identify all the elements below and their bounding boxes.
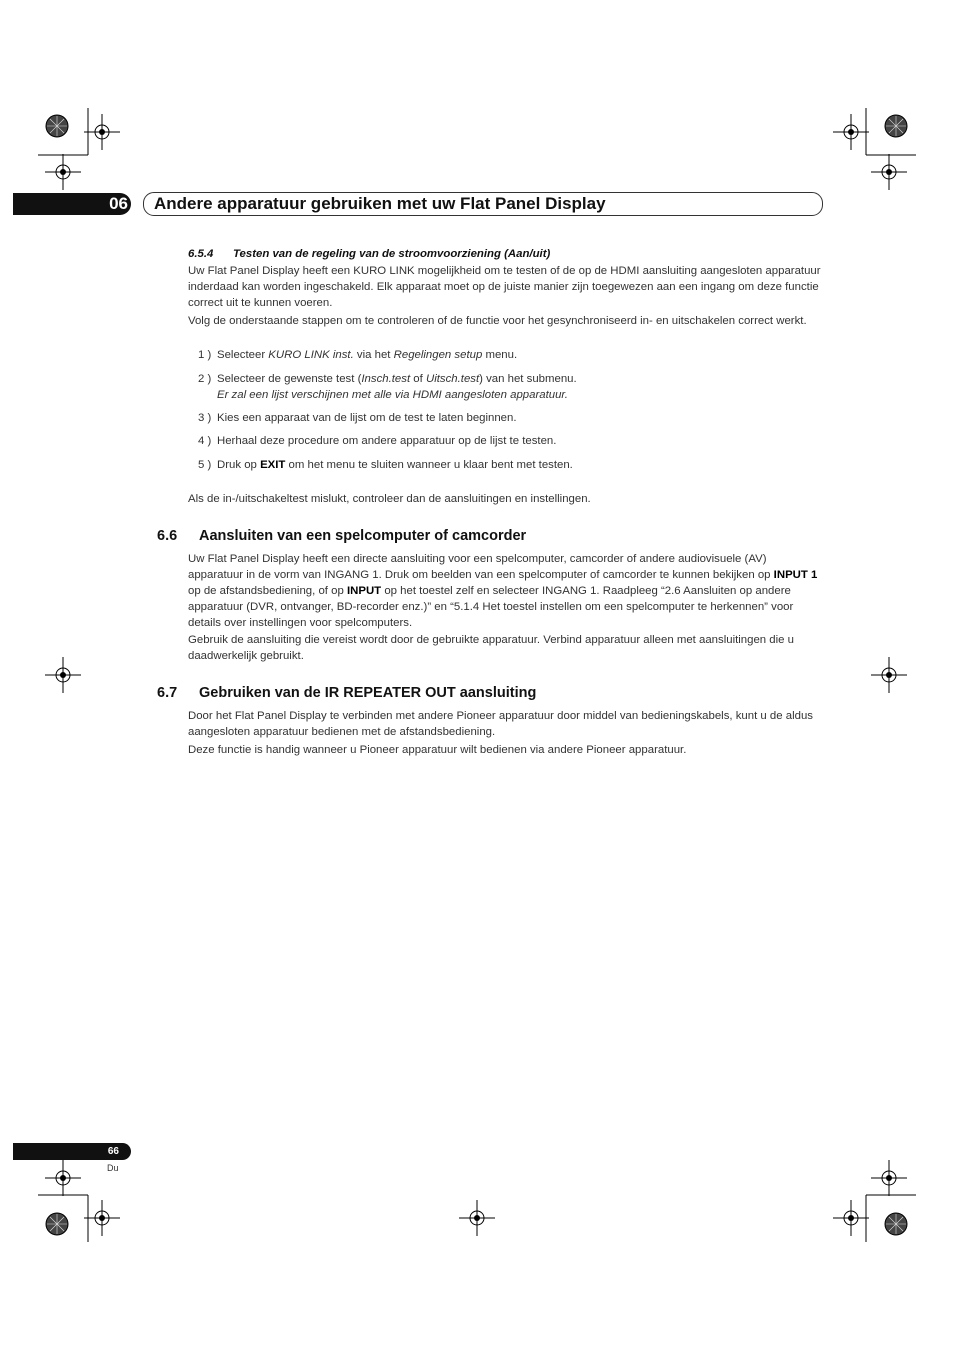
section-title: Gebruiken van de IR REPEATER OUT aansluiting: [199, 685, 537, 701]
section-heading-6-7: [157, 685, 536, 701]
paragraph: Deze functie is handig wanneer u Pioneer apparatuur wilt bedienen via andere Pioneer apparatuur.: [188, 744, 687, 756]
paragraph: [188, 551, 822, 631]
section-number: 6.6: [157, 528, 178, 544]
step-text: Selecteer de gewenste test (: [217, 373, 362, 385]
menu-ref: Regelingen setup: [393, 349, 483, 361]
text: Uw Flat Panel Display heeft een directe aansluiting voor een spelcomputer, camcorder of andere audiovisuele (AV) apparatuur in de vorm van INGANG 1. Druk om beelden van een spelcomputer of camcorder te kunnen bekijken op: [188, 553, 774, 581]
step-text: menu.: [482, 349, 518, 361]
language-label: Du: [107, 1163, 119, 1173]
step-number: 1 ): [198, 349, 212, 361]
section-number: 6.7: [157, 685, 178, 701]
step-text: via het: [353, 349, 394, 361]
list-item: [198, 347, 818, 363]
list-item: [198, 371, 818, 403]
paragraph: Gebruik de aansluiting die vereist wordt door de gebruikte apparatuur. Verbind apparatuur alleen met aansluitingen die u daadwerkelijk gebruikt.: [188, 634, 794, 662]
paragraph: Door het Flat Panel Display te verbinden met andere Pioneer apparatuur door middel van bedieningskabels, kunt u de aldus aangesloten apparatuur bedienen met de afstandsbediening.: [188, 710, 813, 738]
text: op de afstandsbediening, of op: [188, 585, 347, 597]
step-text: Herhaal deze procedure om andere apparatuur op de lijst te testen.: [217, 435, 557, 447]
button-ref: EXIT: [260, 459, 286, 471]
section-title: Aansluiten van een spelcomputer of camcorder: [199, 528, 527, 544]
paragraph: Uw Flat Panel Display heeft een KURO LINK mogelijkheid om te testen of de op de HDMI aansluiting aangesloten apparatuur inderdaad kan worden ingeschakeld. Elk apparaat moet op de juiste manier zijn toegewezen aan een ingang om deze functie correct uit te kunnen voeren.: [188, 265, 821, 309]
chapter-number: 06: [109, 194, 128, 213]
paragraph: Volg de onderstaande stappen om te controleren of de functie voor het gesynchroniseerd in- en uitschakelen correct werkt.: [188, 315, 807, 327]
option-ref: Uitsch.test: [425, 373, 480, 385]
step-number: 4 ): [198, 435, 212, 447]
subsection-number: 6.5.4: [188, 248, 214, 260]
step-text: Druk op: [217, 459, 261, 471]
step-number: 3 ): [198, 412, 212, 424]
step-text: ) van het submenu.: [479, 373, 577, 385]
page-number: 66: [107, 1146, 119, 1157]
step-text: Selecteer: [217, 349, 269, 361]
list-item: [198, 433, 818, 449]
subsection-heading-6-5-4: [188, 248, 550, 260]
subsection-title: Testen van de regeling van de stroomvoorziening (Aan/uit): [233, 248, 551, 260]
step-note: Er zal een lijst verschijnen met alle via HDMI aangesloten apparatuur.: [217, 389, 568, 401]
step-text: Kies een apparaat van de lijst om de test te laten beginnen.: [217, 412, 517, 424]
chapter-title: Andere apparatuur gebruiken met uw Flat Panel Display: [154, 194, 606, 213]
section-heading-6-6: [157, 528, 526, 544]
menu-item-ref: KURO LINK inst.: [268, 349, 354, 361]
list-item: [198, 457, 818, 473]
button-ref: INPUT 1: [773, 569, 818, 581]
text: op het toestel zelf en selecteer INGANG 1. Raadpleeg “2.6 Aansluiten op andere apparatuur (DVR, ontvanger, BD-recorder enz.)” en “5.1.4 Het toestel instellen om een spelcomputer te herkennen” voor details over instellingen voor spelcomputers.: [188, 585, 794, 629]
step-number: 2 ): [198, 373, 212, 385]
button-ref: INPUT: [346, 585, 382, 597]
step-text: om het menu te sluiten wanneer u klaar bent met testen.: [285, 459, 573, 471]
option-ref: Insch.test: [361, 373, 411, 385]
list-item: [198, 410, 818, 426]
step-number: 5 ): [198, 459, 212, 471]
paragraph: Als de in-/uitschakeltest mislukt, controleer dan de aansluitingen en instellingen.: [188, 493, 591, 505]
step-text: of: [410, 373, 426, 385]
